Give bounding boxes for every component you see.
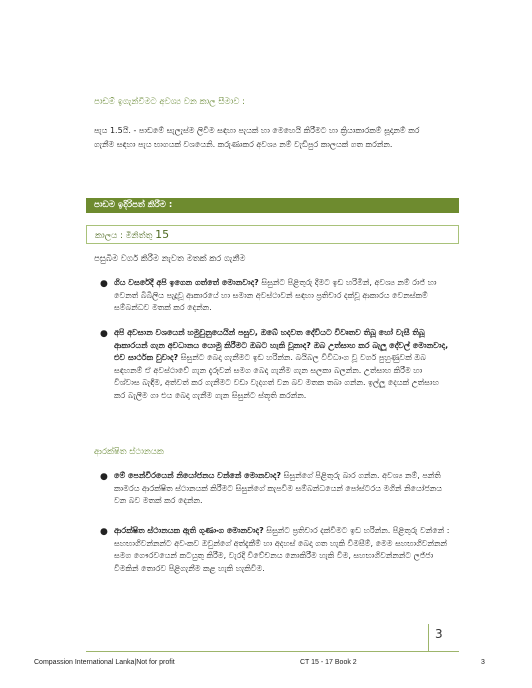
- list-item: [100, 327, 450, 437]
- bullet-text: සිසුන්ට පිළිතුරු දීමට ඉඩ හරිමින්, අවශ්‍ය නම් රාජ් හා වෙනත් බිබිලිය පැදූවූ ආකාරයේ හා සමාන අවස්ථාවන් සඳහා ප්‍රතිචාර දක්වූ ආකාරය වෙනස්කම් සම්බන්ධව මතක් කර දෙන්න.: [114, 278, 437, 312]
- bullet-text: සිසුන්ට ප්‍රතිචාර දක්වීමට ඉඩ හරින්න. පිළිතුරු වන්නේ : සහභාගිවන්නන්ට අවංකව ඔවුන්ගේ අත්දැකීම් හා අදහස් බෙදා ගත හැකි විමසීම්, මෙම සහභාගිවන්නන් සමග ගෞරවයෙන් කටයුතු කිරීම, වැරදි විවේචනය නොකිරීම හැකි වීම, සහභාගිවන්නන්ට ලජ්ජා වීමකින් තොරව පිළිගැනීම කළ හැකි හැකිවීම.: [114, 526, 450, 573]
- section-body-duration: පැය 1.5යි. - පාඩමේ සැලැස්ම ලිවීම සඳහා පැයක් හා මෙහෙයි කිරීමට හා ක්‍රියාකාරකම් සූදානම් කර ගැනීම සඳහා පැය භාගයක් වශයෙනි. කරුණාකර අවශ්‍ය නම් වැඩිපුර කාලයක් ගත කරන්න.: [94, 126, 420, 149]
- bullet-icon: ●: [100, 527, 108, 537]
- time-box: [86, 225, 459, 244]
- footer-page-number: 3: [481, 659, 485, 666]
- bullet-icon: ●: [100, 279, 108, 289]
- bullet-question: ආරක්ෂිත ස්ථානයක ඇති ගුණාංග මොනවාද?: [114, 526, 264, 535]
- bullet-icon: ●: [100, 329, 108, 339]
- list-item: [100, 470, 450, 522]
- page-number-box: 3: [428, 624, 454, 652]
- footer-divider: [86, 651, 459, 652]
- footer-org: Compassion International Lanka|Not for profit: [34, 659, 175, 666]
- time-label: කාලය : මිනිත්තු: [95, 231, 153, 241]
- bullet-question: අපි අවසාන වශයෙන් හමුවුනුයෙයින් පසුව, ඔබේ හදවත දේවියට විවෘතව තිබූ හෝ වැසී තිබූ ආකාරයන් ගැන අවධානය යොමු කිරීමට ඔබට හැකි වූනාද? ඔබ උත්සාහ කර බැලූ දේවල් මොනවාද, එව සාර්ථක වුවාද?: [114, 328, 449, 362]
- list-item: [100, 525, 450, 605]
- subsection-title-background: පසුබිම වර්ග කිරීම නැවත මතක් කර ගැනීම: [94, 254, 246, 264]
- subsection-title-safe-place: ආරක්ෂිත ස්ථානයක: [94, 447, 164, 457]
- list-item: [100, 277, 450, 327]
- bullet-question: ගිය වසරේදී අපි ඉගෙන ගත්තේ මොනවාද?: [114, 278, 259, 287]
- bullet-text: සිසුන්ට බෙදා ගැනීමට ඉඩ හරින්න. බයිබල විවිධාංග වූ වර්ග පුහුණුවක් ඔබ සඳහනම් ඒ අවස්ථාවේ ගැන දැරූවන් සමග බෙදා ගැනීම ගැන සලකා බලන්න. උත්සාහ කිරීම හා විශ්වාස බැඳීම, අත්වත් කර ගැනීමට වඩා වැදගත් වන බව මතක තබා ගන්න. ඉල්ලූ දෙයක් උත්සාහ කර බැලීම ගා එය බෙදා ගැනීම ගැන සිසුන්ට ස්තූති කරන්න.: [114, 353, 439, 400]
- section-title-duration: පාඩම් ඉගැන්වීමට අවශ්‍ය වන කාල සීමාව :: [94, 97, 246, 107]
- bullet-text: සිසුන්ගේ පිළිතුරු බාර ගන්න. අවශ්‍ය නම්, පන්ති කාමරය ආරක්ෂිත ස්ථානයක් කිරීමට සිසුන්ගේ කැපවීම සම්බන්ධයෙන් පෝස්ටරය මගින් නියෝජනය වන බව මතක් කර දෙන්න.: [114, 471, 443, 505]
- time-minutes: 15: [155, 228, 170, 241]
- bullet-question: මේ පෙන්වීරයෙන් නියෝජනය වන්නේ මොනවාද?: [114, 471, 282, 480]
- lesson-presentation-band: පාඩම ඉදිරිපත් කිරීම :: [86, 198, 459, 213]
- bullet-icon: ●: [100, 472, 108, 482]
- footer-book: CT 15 - 17 Book 2: [300, 659, 357, 666]
